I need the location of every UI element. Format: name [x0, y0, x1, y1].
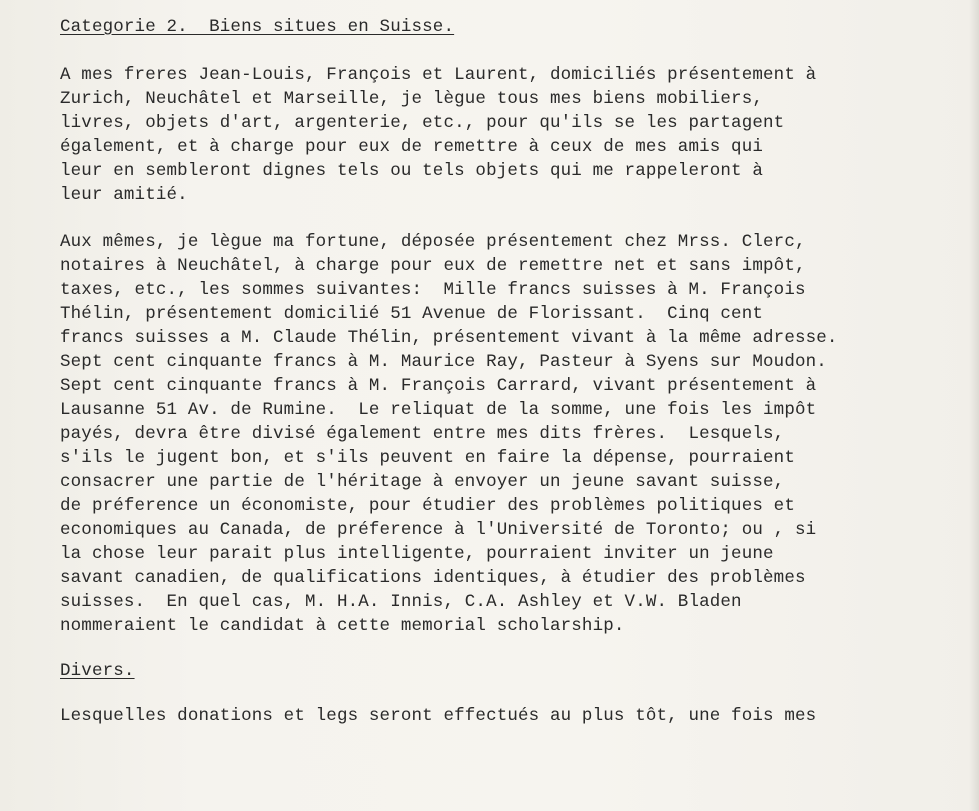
paragraph-2-line: payés, devra être divisé également entre mes dits frères. Lesquels,: [60, 424, 785, 444]
paragraph-1-line: Zurich, Neuchâtel et Marseille, je lègue tous mes biens mobiliers,: [60, 89, 764, 109]
paragraph-2-line: s'ils le jugent bon, et s'ils peuvent en faire la dépense, pourraient: [60, 448, 795, 468]
paragraph-2-line: Lausanne 51 Av. de Rumine. Le reliquat de la somme, une fois les impôt: [60, 400, 817, 420]
section-heading-divers: Divers.: [60, 661, 135, 681]
paragraph-2-line: Thélin, présentement domicilié 51 Avenue de Florissant. Cinq cent: [60, 304, 764, 324]
paragraph-2-line: nommeraient le candidat à cette memorial scholarship.: [60, 616, 625, 636]
paragraph-2-line: Sept cent cinquante francs à M. François Carrard, vivant présentement à: [60, 376, 817, 396]
paragraph-1-line: leur en sembleront dignes tels ou tels objets qui me rappeleront à: [60, 161, 764, 181]
section-heading-category-2: Categorie 2. Biens situes en Suisse.: [60, 17, 455, 37]
paragraph-2-line: de préference un économiste, pour étudier des problèmes politiques et: [60, 496, 795, 516]
paragraph-2-line: suisses. En quel cas, M. H.A. Innis, C.A. Ashley et V.W. Bladen: [60, 592, 742, 612]
paragraph-2-line: taxes, etc., les sommes suivantes: Mille francs suisses à M. François: [60, 280, 806, 300]
paragraph-2-line: consacrer une partie de l'héritage à envoyer un jeune savant suisse,: [60, 472, 785, 492]
paragraph-1-line: livres, objets d'art, argenterie, etc., pour qu'ils se les partagent: [60, 113, 785, 133]
paragraph-3-line: Lesquelles donations et legs seront effectués au plus tôt, une fois mes: [60, 706, 817, 726]
paragraph-1-line: également, et à charge pour eux de remettre à ceux de mes amis qui: [60, 137, 764, 157]
paragraph-2-line: la chose leur parait plus intelligente, pourraient inviter un jeune: [60, 544, 774, 564]
paragraph-2-line: francs suisses a M. Claude Thélin, présentement vivant à la même adresse.: [60, 328, 838, 348]
paragraph-1-line: A mes freres Jean-Louis, François et Laurent, domiciliés présentement à: [60, 65, 817, 85]
paragraph-2-line: Sept cent cinquante francs à M. Maurice Ray, Pasteur à Syens sur Moudon.: [60, 352, 827, 372]
page-edge-shadow: [969, 0, 979, 811]
paragraph-1-line: leur amitié.: [60, 185, 188, 205]
paragraph-2-line: savant canadien, de qualifications identiques, à étudier des problèmes: [60, 568, 806, 588]
paragraph-2-line: Aux mêmes, je lègue ma fortune, déposée présentement chez Mrss. Clerc,: [60, 232, 806, 252]
paragraph-2-line: economiques au Canada, de préference à l'Université de Toronto; ou , si: [60, 520, 817, 540]
paragraph-2-line: notaires à Neuchâtel, à charge pour eux de remettre net et sans impôt,: [60, 256, 806, 276]
